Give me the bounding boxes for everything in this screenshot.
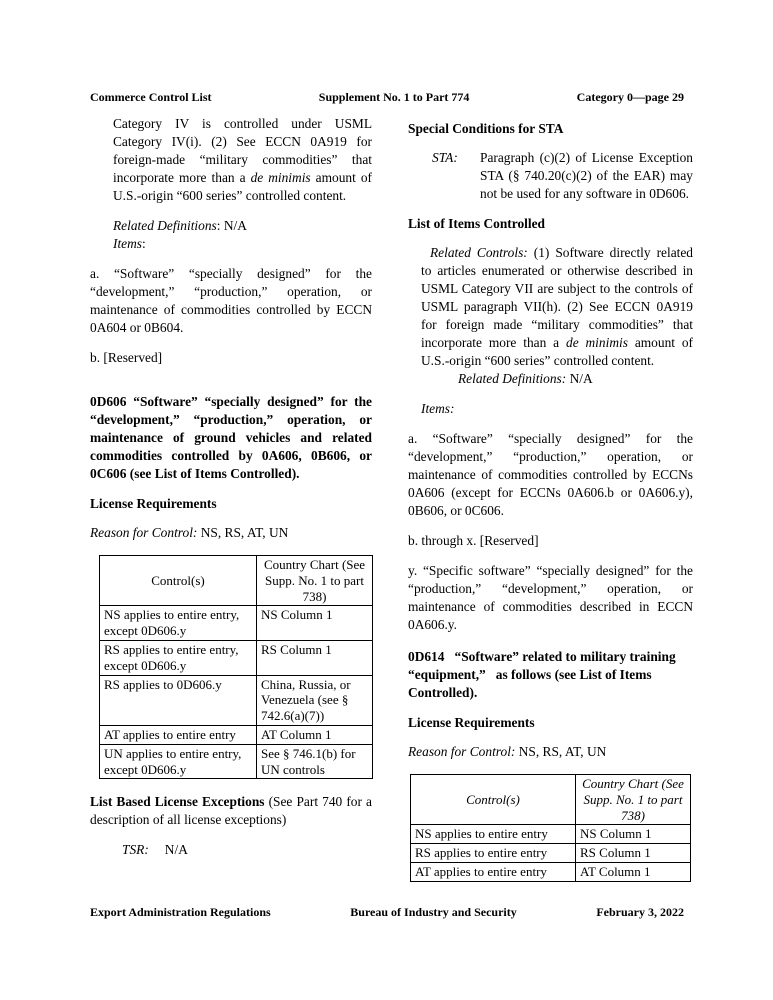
license-requirements-heading: License Requirements xyxy=(90,496,217,511)
table-cell: China, Russia, or Venezuela (see § 742.6(a)(7)) xyxy=(257,675,373,725)
related-definitions-value: N/A xyxy=(566,371,593,386)
control-country-chart-table xyxy=(99,555,373,779)
related-controls-text: (1) Software directly related to articles enumerated or otherwise described in USML Category VII are subject to the controls of USML paragraph VII(h). (2) See ECCN 0A919 for foreign made “military commodities” that incorporate more than a xyxy=(421,245,694,350)
table-cell: AT applies to entire entry xyxy=(411,862,576,881)
item-a-paragraph: a. “Software” “specially designed” for the “development,” “production,” operation, or maintenance of commodities controlled by ECCN 0A604 or 0B604. xyxy=(90,266,372,335)
intro-paragraph xyxy=(113,115,372,205)
table-row xyxy=(411,825,691,844)
related-definitions-block xyxy=(113,217,372,253)
footer-center-title: Bureau of Industry and Security xyxy=(350,905,517,919)
special-conditions-heading: Special Conditions for STA xyxy=(408,121,564,136)
page-footer xyxy=(90,905,684,919)
related-controls-label: Related Controls: xyxy=(430,245,528,260)
related-definitions-line xyxy=(113,217,372,235)
related-definitions-label: Related Definitions: xyxy=(458,371,567,386)
tsr-label: TSR: xyxy=(122,842,149,858)
reason-for-control-label: Reason for Control: xyxy=(90,525,198,540)
right-column xyxy=(408,120,693,882)
table-row xyxy=(100,675,373,725)
de-minimis-italic: de minimis xyxy=(566,335,628,350)
table-cell: NS Column 1 xyxy=(257,606,373,641)
tsr-value: N/A xyxy=(164,842,188,858)
page-header xyxy=(90,90,684,104)
reason-for-control-value: NS, RS, AT, UN xyxy=(200,525,289,540)
reason-for-control-label: Reason for Control: xyxy=(408,744,516,759)
table-cell: UN applies to entire entry, except 0D606.y xyxy=(100,744,257,779)
item-b-paragraph: b. [Reserved] xyxy=(90,350,163,365)
list-of-items-heading: List of Items Controlled xyxy=(408,216,545,231)
header-page-number: Category 0—page 29 xyxy=(576,90,684,104)
tsr-line xyxy=(122,841,372,859)
reason-for-control-value: NS, RS, AT, UN xyxy=(518,744,607,759)
controls-column-header: Control(s) xyxy=(100,556,257,606)
table-row xyxy=(100,725,373,744)
intro-text: Category IV is controlled under USML Category IV(i). (2) See ECCN 0A919 for foreign-made “military commodities” that incorporate more than a xyxy=(113,116,372,185)
table-cell: RS applies to 0D606.y xyxy=(100,675,257,725)
intro-text-end: amount of U.S.-origin “600 series” controlled content. xyxy=(113,170,372,203)
table-row xyxy=(411,844,691,863)
footer-left-title: Export Administration Regulations xyxy=(90,905,271,919)
sta-label: STA: xyxy=(432,150,458,165)
items-label: Items xyxy=(113,236,143,251)
items-colon: : xyxy=(142,236,146,251)
controls-column-header: Control(s) xyxy=(411,775,576,825)
table-cell: NS Column 1 xyxy=(576,825,691,844)
table-row xyxy=(100,640,373,675)
table-row xyxy=(411,862,691,881)
header-center-title: Supplement No. 1 to Part 774 xyxy=(318,90,470,104)
license-requirements-heading: License Requirements xyxy=(408,715,535,730)
table-cell: RS applies to entire entry xyxy=(411,844,576,863)
related-controls-paragraph xyxy=(421,244,693,388)
header-left-title: Commerce Control List xyxy=(90,90,212,104)
table-cell: RS applies to entire entry, except 0D606.y xyxy=(100,640,257,675)
reason-for-control-line xyxy=(408,743,693,761)
table-cell: RS Column 1 xyxy=(257,640,373,675)
list-based-exceptions-text: (See Part 740 for a description of all license exceptions) xyxy=(90,794,372,828)
item-y-paragraph: y. “Specific software” “specially designed” for the “production,” “development,” operation, or maintenance of commodities described in ECCN 0A606.y. xyxy=(408,563,693,632)
items-line xyxy=(113,235,372,253)
country-chart-column-header: Country Chart (See Supp. No. 1 to part 738) xyxy=(257,556,373,606)
eccn-0d614-heading: 0D614 “Software” related to military training “equipment,” as follows (see List of Items Controlled). xyxy=(408,649,676,700)
table-cell: NS applies to entire entry, except 0D606.y xyxy=(100,606,257,641)
related-definitions-value: : N/A xyxy=(216,218,247,233)
eccn-0d606-heading: 0D606 “Software” “specially designed” for the “development,” “production,” operation, or maintenance of ground vehicles and related commodities controlled by 0A606, 0B606, or 0C606 (see List of Items Controlled). xyxy=(90,394,372,481)
de-minimis-italic: de minimis xyxy=(250,170,311,185)
reason-for-control-line xyxy=(90,524,372,542)
footer-date: February 3, 2022 xyxy=(596,905,684,919)
items-line: Items: xyxy=(421,401,455,416)
table-header-row xyxy=(100,556,373,606)
related-definitions-line xyxy=(434,370,693,388)
sta-paragraph xyxy=(432,149,693,203)
table-cell: NS applies to entire entry xyxy=(411,825,576,844)
related-controls-text-end: amount of U.S.-origin “600 series” controlled content. xyxy=(421,335,694,368)
table-cell: RS Column 1 xyxy=(576,844,691,863)
related-definitions-label: Related Definitions xyxy=(113,218,217,233)
sta-text: Paragraph (c)(2) of License Exception STA (§ 740.20(c)(2) of the EAR) may not be used for any software in 0D606. xyxy=(480,150,693,201)
table-row xyxy=(100,606,373,641)
control-country-chart-table xyxy=(410,774,691,882)
table-cell: AT applies to entire entry xyxy=(100,725,257,744)
table-cell: See § 746.1(b) for UN controls xyxy=(257,744,373,779)
country-chart-column-header: Country Chart (See Supp. No. 1 to part 738) xyxy=(576,775,691,825)
table-row xyxy=(100,744,373,779)
item-a-paragraph: a. “Software” “specially designed” for the “development,” “production,” operation, or maintenance of commodities controlled by ECCNs 0A606 (except for ECCNs 0A606.b or 0A606.y), 0B606, or 0C606. xyxy=(408,431,693,518)
list-based-exceptions-paragraph xyxy=(90,793,372,829)
table-header-row xyxy=(411,775,691,825)
table-cell: AT Column 1 xyxy=(257,725,373,744)
left-column xyxy=(90,115,372,871)
item-b-x-paragraph: b. through x. [Reserved] xyxy=(408,533,539,548)
list-based-exceptions-heading: List Based License Exceptions xyxy=(90,794,265,810)
table-cell: AT Column 1 xyxy=(576,862,691,881)
